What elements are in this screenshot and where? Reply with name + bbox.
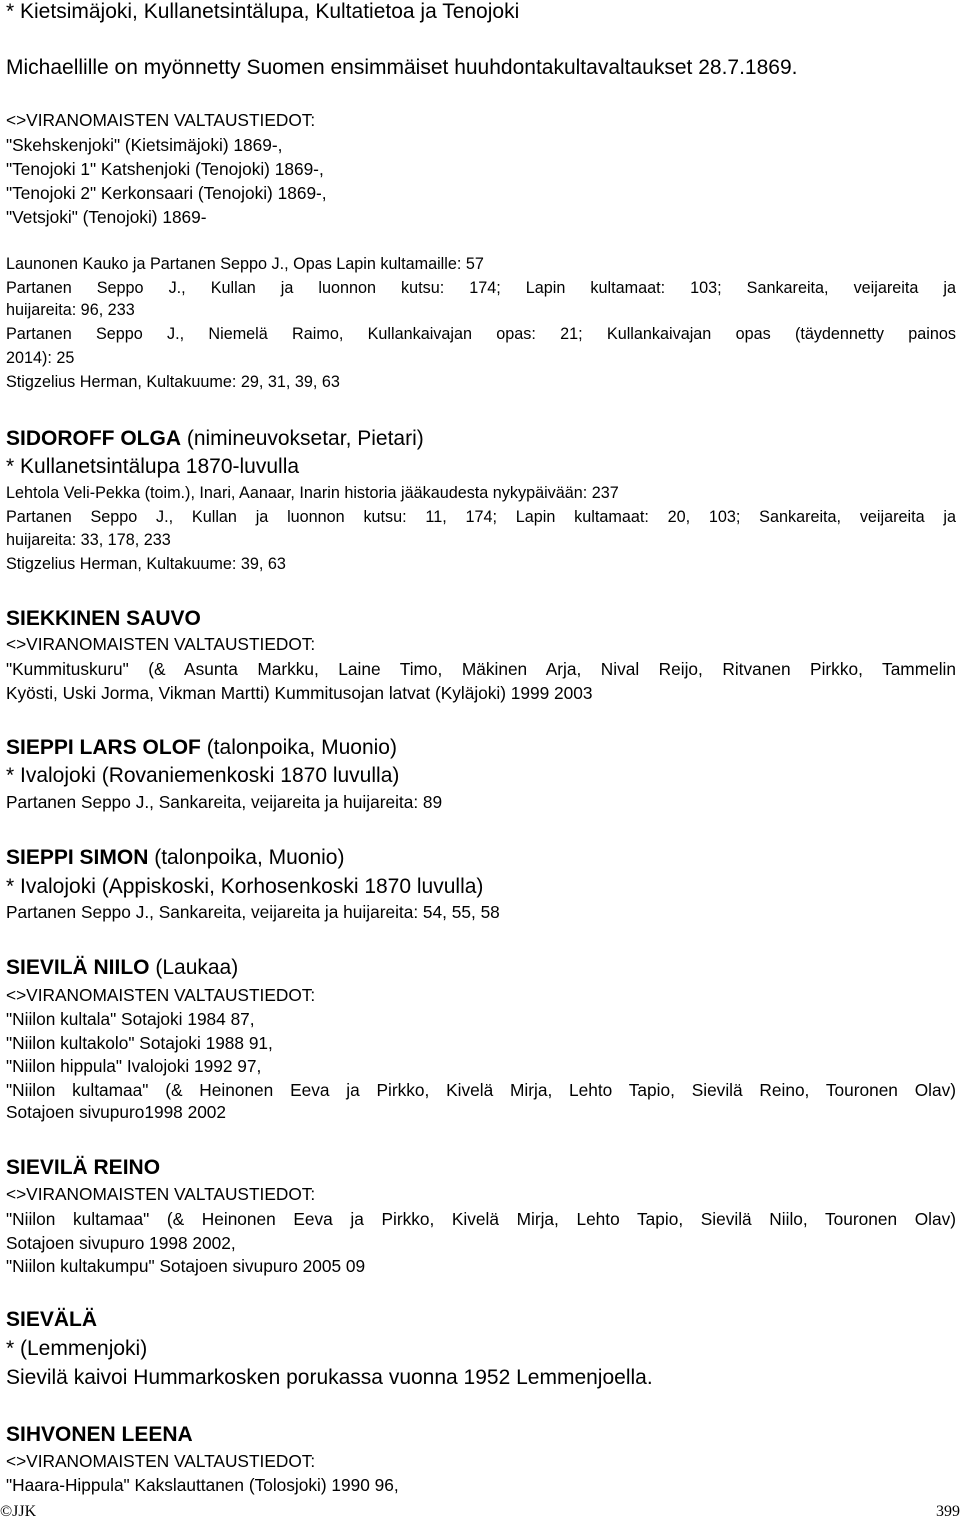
reference-line: Partanen Seppo J., Sankareita, veijareita ja huijareita: 89: [6, 792, 443, 812]
claim-line: Sotajoen sivupuro 1998 2002,: [6, 1233, 236, 1253]
entry-heading-sieppi-simon: [6, 846, 960, 870]
reference-line: Launonen Kauko ja Partanen Seppo J., Opas Lapin kultamaille: 57: [6, 255, 484, 273]
claim-line: Sotajoen sivupuro1998 2002: [6, 1102, 227, 1122]
entry-name: SIDOROFF OLGA: [6, 427, 181, 450]
river-line: * Ivalojoki (Appiskoski, Korhosenkoski 1870 luvulla): [6, 875, 484, 898]
page-number: 399: [936, 1503, 960, 1520]
reference-line: Partanen Seppo J., Kullan ja luonnon kutsu: 11, 174; Lapin kultamaat: 20, 103; Sankareita, veijareita ja: [6, 508, 956, 526]
claim-line: "Niilon kultamaa" (& Heinonen Eeva ja Pirkko, Kivelä Mirja, Lehto Tapio, Sievilä Niilo, Touronen Olav): [6, 1209, 956, 1229]
reference-line: Partanen Seppo J., Niemelä Raimo, Kullankaivajan opas: 21; Kullankaivajan opas (täydennetty painos: [6, 325, 956, 343]
authority-heading: <>VIRANOMAISTEN VALTAUSTIEDOT:: [6, 634, 316, 654]
claim-line: "Kummituskuru" (& Asunta Markku, Laine Timo, Mäkinen Arja, Nival Reijo, Ritvanen Pirkko, Tammelin: [6, 659, 956, 679]
reference-line: huijareita: 96, 233: [6, 301, 135, 319]
permit-line: * Kullanetsintälupa 1870-luvulla: [6, 455, 300, 478]
claim-line: "Haara-Hippula" Kakslauttanen (Tolosjoki) 1990 96,: [6, 1475, 399, 1495]
claim-line: "Tenojoki 1" Katshenjoki (Tenojoki) 1869-,: [6, 159, 324, 179]
entry-description: (Laukaa): [149, 956, 239, 979]
reference-line: huijareita: 33, 178, 233: [6, 531, 171, 549]
claim-line: "Tenojoki 2" Kerkonsaari (Tenojoki) 1869-,: [6, 183, 327, 203]
reference-line: Stigzelius Herman, Kultakuume: 29, 31, 39, 63: [6, 373, 340, 391]
note-line: Sievilä kaivoi Hummarkosken porukassa vuonna 1952 Lemmenjoella.: [6, 1366, 653, 1389]
entry-name: SIEVÄLÄ: [6, 1308, 98, 1331]
authority-heading: <>VIRANOMAISTEN VALTAUSTIEDOT:: [6, 1184, 316, 1204]
entry-heading-siekkinen: [6, 607, 960, 631]
river-line: * Ivalojoki (Rovaniemenkoski 1870 luvulla): [6, 764, 400, 787]
reference-line: 2014): 25: [6, 349, 75, 367]
reference-line: Partanen Seppo J., Sankareita, veijareita ja huijareita: 54, 55, 58: [6, 902, 500, 922]
header-line-2: Michaellille on myönnetty Suomen ensimmäiset huuhdontakultavaltaukset 28.7.1869.: [6, 56, 798, 79]
entry-name: SIEVILÄ NIILO: [6, 956, 150, 979]
copyright-footer: ©JJK: [0, 1503, 37, 1520]
entry-heading-sievila-niilo: [6, 956, 960, 980]
authority-heading: <>VIRANOMAISTEN VALTAUSTIEDOT:: [6, 110, 316, 130]
claim-line: "Niilon hippula" Ivalojoki 1992 97,: [6, 1056, 262, 1076]
entry-description: (talonpoika, Muonio): [148, 846, 345, 869]
river-line: * (Lemmenjoki): [6, 1337, 148, 1360]
reference-line: Stigzelius Herman, Kultakuume: 39, 63: [6, 555, 286, 573]
authority-heading: <>VIRANOMAISTEN VALTAUSTIEDOT:: [6, 1451, 316, 1471]
claim-line: "Vetsjoki" (Tenojoki) 1869-: [6, 207, 207, 227]
claim-line: "Niilon kultakolo" Sotajoki 1988 91,: [6, 1033, 273, 1053]
entry-heading-sievala: [6, 1308, 960, 1332]
authority-heading: <>VIRANOMAISTEN VALTAUSTIEDOT:: [6, 985, 316, 1005]
entry-heading-sievila-reino: [6, 1156, 960, 1180]
entry-name: SIEKKINEN SAUVO: [6, 607, 201, 630]
entry-description: (talonpoika, Muonio): [200, 736, 397, 759]
entry-heading-sieppi-lars: [6, 736, 960, 760]
reference-line: Partanen Seppo J., Kullan ja luonnon kutsu: 174; Lapin kultamaat: 103; Sankareita, veijareita ja: [6, 279, 956, 297]
reference-line: Lehtola Veli-Pekka (toim.), Inari, Aanaar, Inarin historia jääkaudesta nykypäivään: 237: [6, 484, 619, 502]
claim-line: "Niilon kultala" Sotajoki 1984 87,: [6, 1009, 255, 1029]
entry-name: SIHVONEN LEENA: [6, 1423, 193, 1446]
entry-heading-sihvonen: [6, 1423, 960, 1447]
claim-line: "Niilon kultamaa" (& Heinonen Eeva ja Pirkko, Kivelä Mirja, Lehto Tapio, Sievilä Reino, Touronen Olav): [6, 1080, 956, 1100]
entry-name: SIEPPI SIMON: [6, 846, 149, 869]
claim-line: "Niilon kultakumpu" Sotajoen sivupuro 2005 09: [6, 1256, 366, 1276]
claim-line: "Skehskenjoki" (Kietsimäjoki) 1869-,: [6, 135, 283, 155]
claim-line: Kyösti, Uski Jorma, Vikman Martti) Kummitusojan latvat (Kyläjoki) 1999 2003: [6, 683, 593, 703]
entry-name: SIEVILÄ REINO: [6, 1156, 161, 1179]
entry-name: SIEPPI LARS OLOF: [6, 736, 201, 759]
entry-description: (nimineuvoksetar, Pietari): [181, 427, 424, 450]
header-line-1: * Kietsimäjoki, Kullanetsintälupa, Kultatietoa ja Tenojoki: [6, 0, 520, 23]
entry-heading-sidoroff: [6, 427, 960, 451]
